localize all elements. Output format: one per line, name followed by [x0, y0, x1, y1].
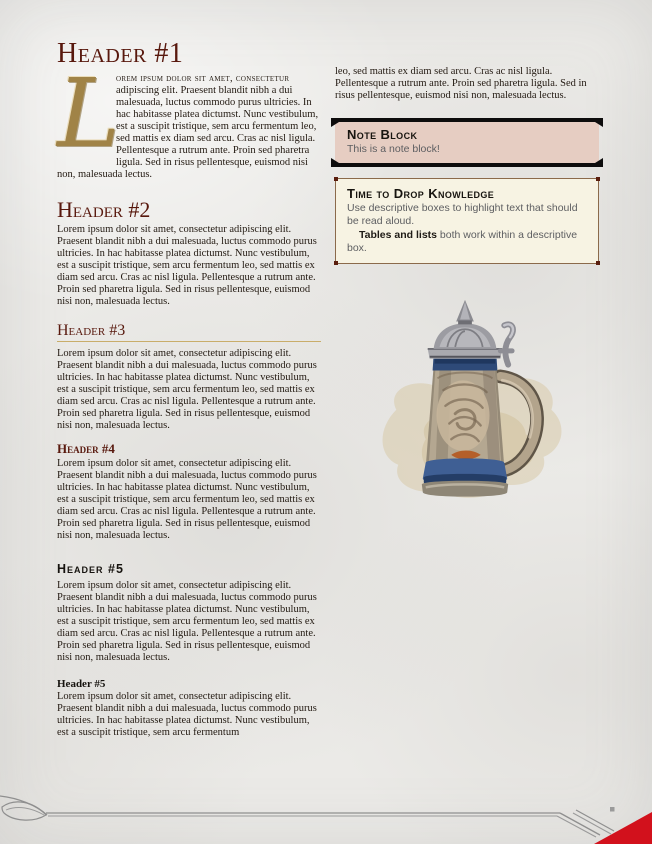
heading-5: Header #5	[57, 562, 124, 576]
paragraph-lead-smallcaps: orem ipsum dolor sit amet, consectetur	[116, 73, 290, 84]
left-column	[57, 40, 321, 739]
descriptive-box-title: Time to Drop Knowledge	[347, 186, 495, 201]
heading-4: Header #4	[57, 441, 115, 456]
corner-dot-icon	[334, 177, 338, 181]
note-block	[335, 118, 599, 167]
descriptive-box	[335, 178, 599, 264]
corner-dot-icon	[334, 261, 338, 265]
heading-2: Header #2	[57, 197, 151, 222]
note-block-body	[335, 122, 599, 163]
footer-square-dot	[610, 807, 615, 812]
heading-3: Header #3	[57, 322, 321, 342]
paragraph: Lorem ipsum dolor sit amet, consectetur adipiscing elit. Praesent blandit nibh a dui malesuada, luctus commodo purus ultricies. In hac habitasse platea dictumst. Nunc vestibulum, est a suscipit tristique, sem arcu fermentum leo, sed mattis ex diam sed arcu. Cras ac nisl ligula. Pellentesque a rutrum ante. Proin sed pharetra ligula. Sed in risus pellentesque, euismod nisi non, malesuada lectus.	[57, 348, 317, 431]
corner-dot-icon	[596, 261, 600, 265]
heading-1: Header #1	[57, 38, 184, 69]
paragraph-continued: leo, sed mattis ex diam sed arcu. Cras ac nisl ligula. Pellentesque a rutrum ante. Proin sed pharetra ligula. Sed in risus pellentesque, euismod nisi non, malesuada lectus.	[335, 66, 587, 101]
heading-6: Header #5	[57, 678, 106, 690]
descriptive-box-line2	[347, 229, 587, 255]
note-block-text: This is a note block!	[347, 143, 440, 155]
descriptive-box-bold-lead: Tables and lists	[359, 229, 437, 241]
note-block-title: Note Block	[347, 127, 418, 142]
paragraph-dropcap	[57, 59, 321, 181]
paragraph: Lorem ipsum dolor sit amet, consectetur adipiscing elit. Praesent blandit nibh a dui malesuada, luctus commodo purus ultricies. In hac habitasse platea dictumst. Nunc vestibulum, est a suscipit tristique, sem arcu fermentum leo, sed mattis ex diam sed arcu. Cras ac nisl ligula. Pellentesque a rutrum ante. Proin sed pharetra ligula. Sed in risus pellentesque, euismod nisi non, malesuada lectus.	[57, 224, 317, 307]
page-corner-triangle	[594, 812, 652, 844]
right-column	[335, 66, 599, 504]
descriptive-box-line1: Use descriptive boxes to highlight text that should be read aloud.	[347, 202, 578, 227]
note-banner-top-bar	[331, 118, 603, 122]
descriptive-box-line2-rest: both work within a descriptive box.	[347, 229, 578, 254]
beer-stein-illustration	[357, 292, 573, 504]
drop-cap-letter: L	[57, 59, 121, 169]
paragraph: Lorem ipsum dolor sit amet, consectetur adipiscing elit. Praesent blandit nibh a dui malesuada, luctus commodo purus ultricies. In hac habitasse platea dictumst. Nunc vestibulum, est a suscipit tristique, sem arcu fermentum leo, sed mattis ex diam sed arcu. Cras ac nisl ligula. Pellentesque a rutrum ante. Proin sed pharetra ligula. Sed in risus pellentesque, euismod nisi non, malesuada lectus.	[57, 458, 317, 541]
paragraph-text: adipiscing elit. Praesent blandit nibh a dui malesuada, luctus commodo purus ultricies. In hac habitasse platea dictumst. Nunc vestibulum, est a suscipit tristique, sem arcu fermentum leo, sed mattis ex diam sed arcu. Cras ac nisl ligula. Pellentesque a rutrum ante. Proin sed pharetra ligula. Sed in risus pellentesque, euismod nisi non, malesuada lectus.	[57, 85, 319, 180]
paragraph: Lorem ipsum dolor sit amet, consectetur adipiscing elit. Praesent blandit nibh a dui malesuada, luctus commodo purus ultricies. In hac habitasse platea dictumst. Nunc vestibulum, est a suscipit tristique, sem arcu fermentum leo, sed mattis ex diam sed arcu. Cras ac nisl ligula. Pellentesque a rutrum ante. Proin sed pharetra ligula. Sed in risus pellentesque, euismod nisi non, malesuada lectus.	[57, 580, 317, 663]
footer-ornament	[0, 792, 652, 844]
beer-stein-svg	[357, 292, 573, 504]
corner-dot-icon	[596, 177, 600, 181]
paragraph-truncated: Lorem ipsum dolor sit amet, consectetur adipiscing elit. Praesent blandit nibh a dui malesuada, luctus commodo purus ultricies. In hac habitasse platea dictumst. Nunc vestibulum, est a suscipit tristique, sem arcu fermentum	[57, 691, 317, 738]
note-banner-bottom-bar	[331, 163, 603, 167]
